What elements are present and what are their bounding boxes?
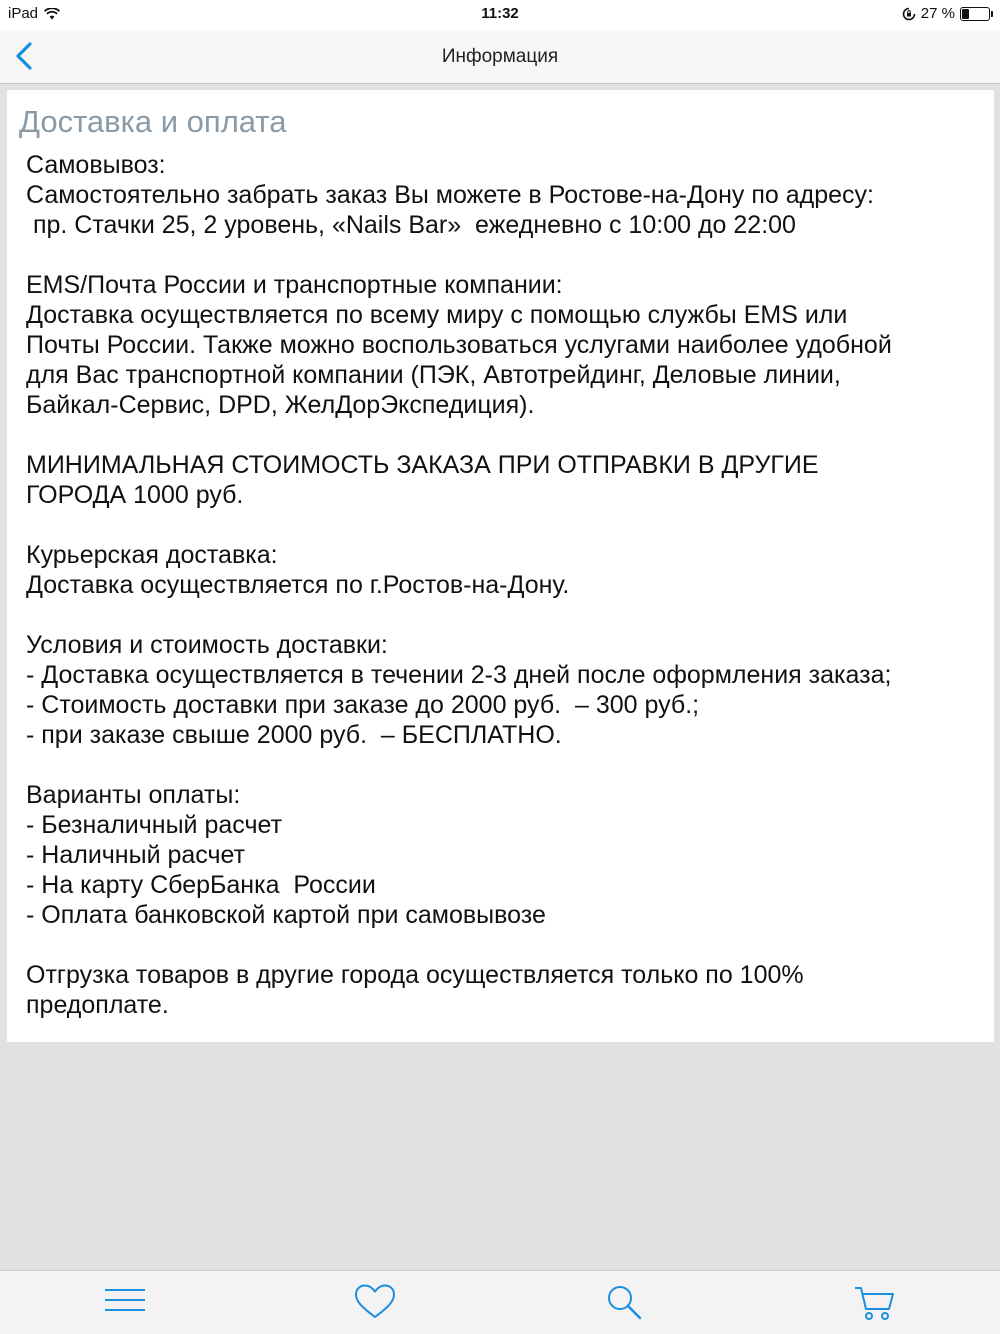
text-line: - Безналичный расчет xyxy=(26,811,283,839)
text-line: - Оплата банковской картой при самовывозе xyxy=(26,901,546,929)
courier-section xyxy=(26,540,981,600)
hamburger-menu-icon xyxy=(103,1283,147,1323)
text-line: Почты России. Также можно воспользоваться услугами наиболее удобной xyxy=(26,331,892,359)
rotation-lock-icon xyxy=(902,7,916,21)
text-line: Доставка осуществляется по г.Ростов-на-Дону. xyxy=(26,571,570,599)
page-title: Информация xyxy=(441,46,559,67)
text-line: EMS/Почта России и транспортные компании: xyxy=(26,271,563,299)
text-line: ГОРОДА 1000 руб. xyxy=(26,481,244,509)
ems-section xyxy=(26,270,981,420)
delivery-terms-section xyxy=(26,630,981,750)
section-heading: Доставка и оплата xyxy=(19,104,287,139)
text-line: Варианты оплаты: xyxy=(26,781,241,809)
text-line: - Стоимость доставки при заказе до 2000 руб. – 300 руб.; xyxy=(26,691,700,719)
text-line: Байкал-Сервис, DPD, ЖелДорЭкспедиция). xyxy=(26,391,535,419)
text-line: пр. Стачки 25, 2 уровень, «Nails Bar» ежедневно с 10:00 до 22:00 xyxy=(26,211,796,239)
prepayment-section xyxy=(26,960,981,1020)
tab-menu[interactable] xyxy=(103,1283,147,1323)
content-card xyxy=(7,90,994,1042)
delivery-info-text xyxy=(26,150,981,1050)
text-line: Доставка осуществляется по всему миру с помощью службы EMS или xyxy=(26,301,848,329)
text-line: Условия и стоимость доставки: xyxy=(26,631,388,659)
text-line: - На карту СберБанка России xyxy=(26,871,376,899)
battery-icon xyxy=(960,7,990,21)
tab-favorites[interactable] xyxy=(353,1283,397,1323)
text-line: предоплате. xyxy=(26,991,169,1019)
status-bar xyxy=(0,0,1000,30)
text-line: Самостоятельно забрать заказ Вы можете в Ростове-на-Дону по адресу: xyxy=(26,181,874,209)
payment-options-section xyxy=(26,780,981,930)
status-right xyxy=(902,5,990,22)
device-label: iPad xyxy=(8,5,39,22)
battery-level xyxy=(962,9,969,19)
status-time: 11:32 xyxy=(481,5,519,22)
text-line: для Вас транспортной компании (ПЭК, Автотрейдинг, Деловые линии, xyxy=(26,361,841,389)
minimum-order-section xyxy=(26,450,981,510)
battery-percent: 27 % xyxy=(920,5,955,22)
search-icon xyxy=(603,1283,647,1323)
heart-icon xyxy=(353,1283,397,1323)
tab-cart[interactable] xyxy=(853,1283,897,1323)
pickup-section xyxy=(26,150,981,240)
cart-icon xyxy=(853,1283,897,1323)
tab-bar xyxy=(0,1270,1000,1334)
text-line: МИНИМАЛЬНАЯ СТОИМОСТЬ ЗАКАЗА ПРИ ОТПРАВКИ В ДРУГИЕ xyxy=(26,451,819,479)
text-line: Самовывоз: xyxy=(26,151,166,179)
text-line: - при заказе свыше 2000 руб. – БЕСПЛАТНО. xyxy=(26,721,562,749)
text-line: Курьерская доставка: xyxy=(26,541,278,569)
tab-search[interactable] xyxy=(603,1283,647,1323)
text-line: Отгрузка товаров в другие города осуществляется только по 100% xyxy=(26,961,804,989)
navigation-bar xyxy=(0,30,1000,84)
text-line: - Доставка осуществляется в течении 2-3 дней после оформления заказа; xyxy=(26,661,892,689)
text-line: - Наличный расчет xyxy=(26,841,246,869)
